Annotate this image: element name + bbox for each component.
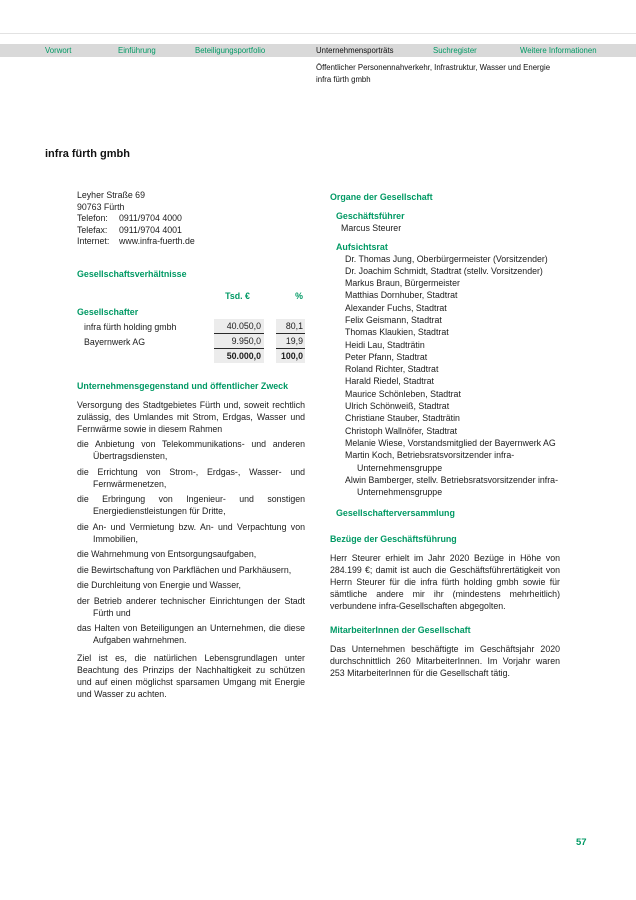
list-item: Alwin Bamberger, stellv. Betriebsratsvorsitzender infra-Unternehmensgruppe <box>345 474 558 498</box>
page-title: infra fürth gmbh <box>45 148 130 160</box>
nav-item-beteiligungsportfolio[interactable]: Beteiligungsportfolio <box>195 46 266 55</box>
managing-director-heading: Geschäftsführer <box>336 211 405 221</box>
telefax-value: 0911/9704 4001 <box>119 224 182 235</box>
purpose-item: das Halten von Beteiligungen an Unternehmen, die diese Aufgaben wahrnehmen. <box>77 623 305 646</box>
shareholder-name: infra fürth holding gmbh <box>84 321 177 332</box>
purpose-item: die Bewirtschaftung von Parkflächen und Parkhäusern, <box>77 564 292 575</box>
running-header <box>316 62 550 86</box>
top-navbar <box>0 44 636 57</box>
internet-value: www.infra-fuerth.de <box>119 236 195 247</box>
shareholder-value: 9.950,0 <box>214 334 264 349</box>
internet-label: Internet: <box>77 236 110 247</box>
shareholder-percent: 19,9 <box>276 334 305 349</box>
address-telefon <box>77 213 305 225</box>
nav-item-einfuehrung[interactable]: Einführung <box>118 46 156 55</box>
list-item: Dr. Thomas Jung, Oberbürgermeister (Vorsitzender) <box>345 253 548 264</box>
list-item: Thomas Klaukien, Stadtrat <box>345 327 449 338</box>
address-internet <box>77 236 305 248</box>
col-header-tsd-eur: Tsd. € <box>225 290 250 301</box>
left-column <box>77 190 305 700</box>
list-item: Christiane Stauber, Stadträtin <box>345 413 460 424</box>
nav-item-suchregister[interactable]: Suchregister <box>433 46 477 55</box>
list-item: Felix Geismann, Stadtrat <box>345 314 442 325</box>
purpose-item: der Betrieb anderer technischer Einrichtungen der Stadt Fürth und <box>77 595 305 618</box>
ownership-heading: Gesellschaftsverhältnisse <box>77 268 187 279</box>
purpose-heading: Unternehmensgegenstand und öffentlicher Zweck <box>77 380 289 391</box>
list-item: Matthias Dornhuber, Stadtrat <box>345 290 458 301</box>
list-item: Melanie Wiese, Vorstandsmitglied der Bayernwerk AG <box>345 437 556 448</box>
supervisory-board-heading: Aufsichtsrat <box>336 241 388 252</box>
employees-text: Das Unternehmen beschäftigte im Geschäftsjahr 2020 durchschnittlich 260 MitarbeiterInnen. Im Vorjahr waren 253 MitarbeiterInnen für die Gesellschaft tätig. <box>330 644 560 679</box>
list-item: Alexander Fuchs, Stadtrat <box>345 302 447 313</box>
ownership-table-header <box>77 289 305 303</box>
list-item: Harald Riedel, Stadtrat <box>345 376 434 387</box>
purpose-item: die Erbringung von Ingenieur- und sonstigen Energiedienstleistungen für Dritte, <box>77 494 305 517</box>
remuneration-text: Herr Steurer erhielt im Jahr 2020 Bezüge in Höhe von 284.199 €; damit ist auch die Geschäftsführertätigkeit von Herrn Steurer für die infra fürth holding gmbh sowie für sämtliche andere mir ihr (mindestens mehrheitlich) verbundene infra-Gesellschaften abgegolten. <box>330 553 560 612</box>
list-item: Dr. Joachim Schmidt, Stadtrat (stellv. Vorsitzender) <box>345 265 543 276</box>
table-total-row <box>77 349 305 363</box>
nav-item-weitere-informationen[interactable]: Weitere Informationen <box>520 46 597 55</box>
top-rule <box>0 33 636 34</box>
shareholder-name: Bayernwerk AG <box>84 336 146 347</box>
shareholder-value: 40.050,0 <box>214 319 264 334</box>
header-company-line: infra fürth gmbh <box>316 75 371 84</box>
nav-item-vorwort[interactable]: Vorwort <box>45 46 72 55</box>
table-row <box>77 319 305 334</box>
ownership-group-label: Gesellschafter <box>77 306 139 317</box>
supervisory-board-list <box>330 253 560 499</box>
page-number: 57 <box>576 837 587 848</box>
address-city: 90763 Fürth <box>77 201 125 212</box>
purpose-item: die Anbietung von Telekommunikations- und anderen Übertragsdiensten, <box>77 439 305 462</box>
list-item: Christoph Wallnöfer, Stadtrat <box>345 425 458 436</box>
remuneration-heading: Bezüge der Geschäftsführung <box>330 534 457 545</box>
address-street: Leyher Straße 69 <box>77 190 145 200</box>
address-telefax <box>77 225 305 237</box>
telefon-value: 0911/9704 4000 <box>119 213 182 224</box>
telefax-label: Telefax: <box>77 224 108 235</box>
company-address-block <box>77 190 305 248</box>
header-section-line: Öffentlicher Personennahverkehr, Infrastruktur, Wasser und Energie <box>316 63 551 72</box>
list-item: Markus Braun, Bürgermeister <box>345 278 460 289</box>
shareholder-percent: 80,1 <box>276 319 305 334</box>
purpose-item: die Durchleitung von Energie und Wasser, <box>77 580 241 591</box>
right-column <box>330 191 560 679</box>
nav-item-unternehmensportraets[interactable]: Unternehmensporträts <box>316 46 394 55</box>
purpose-intro: Versorgung des Stadtgebietes Fürth und, soweit rechtlich zulässig, des Umlandes mit Strom, Erdgas, Wasser und Fernwärme sowie in diesem Rahmen <box>77 399 305 434</box>
employees-heading: MitarbeiterInnen der Gesellschaft <box>330 625 471 636</box>
telefon-label: Telefon: <box>77 213 108 224</box>
list-item: Roland Richter, Stadtrat <box>345 364 439 375</box>
organs-heading: Organe der Gesellschaft <box>330 192 433 202</box>
purpose-item: die An- und Vermietung bzw. An- und Verpachtung von Immobilien, <box>77 521 305 544</box>
total-percent: 100,0 <box>276 349 305 363</box>
list-item: Heidi Lau, Stadträtin <box>345 339 425 350</box>
list-item: Martin Koch, Betriebsratsvorsitzender infra-Unternehmensgruppe <box>345 450 515 473</box>
list-item: Maurice Schönleben, Stadtrat <box>345 388 461 399</box>
purpose-item: die Errichtung von Strom-, Erdgas-, Wasser- und Fernwärmenetzen, <box>77 466 305 489</box>
purpose-item: die Wahrnehmung von Entsorgungsaufgaben, <box>77 549 257 560</box>
total-value: 50.000,0 <box>214 349 264 363</box>
col-header-percent: % <box>295 290 303 301</box>
managing-director-name: Marcus Steurer <box>341 223 402 233</box>
table-row <box>77 334 305 349</box>
purpose-closing: Ziel ist es, die natürlichen Lebensgrundlagen unter Beachtung des Prinzips der Nachhaltigkeit zu schützen und auf einen möglichst sparsamen Umgang mit Energie und Wasser zu achten. <box>77 653 305 700</box>
list-item: Ulrich Schönweiß, Stadtrat <box>345 401 450 412</box>
shareholders-meeting-heading: Gesellschafterversammlung <box>336 508 455 519</box>
list-item: Peter Pfann, Stadtrat <box>345 351 428 362</box>
